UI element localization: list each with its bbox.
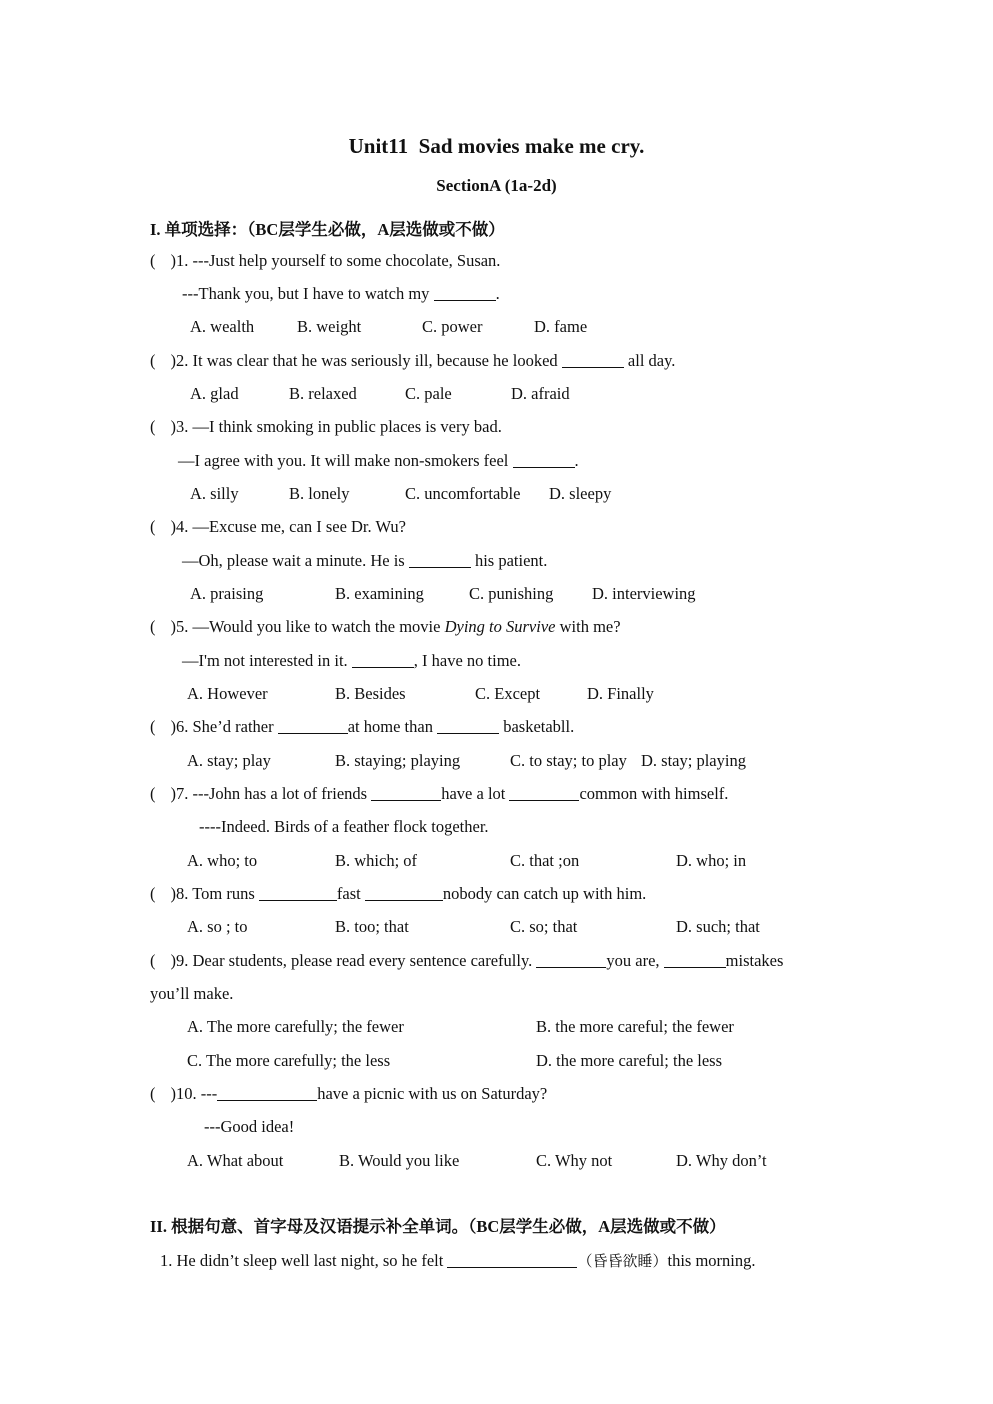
answer-blank [437, 718, 499, 734]
stem-text: , I have no time. [413, 651, 521, 670]
page-title: Unit11 Sad movies make me cry. [348, 134, 645, 158]
option-d: D. the more careful; the less [536, 1051, 723, 1070]
stem-text: . [574, 451, 579, 470]
option-a: A. What about [187, 1151, 284, 1170]
question-4-line-2 [182, 551, 547, 571]
question-number: )10. [170, 1084, 201, 1103]
answer-blank [562, 352, 624, 368]
option-b: B. weight [297, 317, 362, 336]
stem-text: nobody can catch up with him. [442, 884, 647, 903]
option-a: A. However [187, 684, 268, 703]
question-number: )1. [170, 251, 193, 270]
answer-blank [365, 885, 443, 901]
question-7-line-2: ----Indeed. Birds of a feather flock together. [199, 817, 489, 836]
option-a: A. stay; play [187, 751, 271, 770]
option-d: D. stay; playing [641, 751, 746, 770]
question-6: ( )6. She’d rather at home than basketabll. [150, 717, 575, 736]
option-c: C. pale [405, 384, 452, 403]
fill-in-question-1 [160, 1251, 756, 1271]
answer-blank [352, 652, 414, 668]
option-b: B. staying; playing [335, 751, 461, 770]
question-number: )7. [170, 784, 193, 803]
stem-text: ---John has a lot of friends [192, 784, 372, 803]
question-number: )3. [170, 417, 193, 436]
option-b: B. lonely [289, 484, 350, 503]
stem-text: It was clear that he was seriously ill, because he looked [192, 351, 562, 370]
option-b: B. Would you like [339, 1151, 460, 1170]
stem-text: fast [336, 884, 365, 903]
option-d: D. interviewing [592, 584, 696, 603]
question-10-line-2: ---Good idea! [204, 1117, 295, 1136]
chinese-hint: （昏昏欲睡） [577, 1252, 668, 1270]
answer-blank [371, 785, 441, 801]
option-d: D. Why don’t [676, 1151, 767, 1170]
stem-text: —Would you like to watch the movie [192, 617, 445, 636]
option-d: D. Finally [587, 684, 654, 703]
stem-text: . [495, 284, 500, 303]
section-1-heading: I. 单项选择：（BC层学生必做，A层选做或不做） [150, 220, 505, 239]
option-c: C. that ;on [510, 851, 580, 870]
answer-blank [278, 718, 348, 734]
stem-text: at home than [347, 717, 438, 736]
option-c: C. Except [475, 684, 541, 703]
question-5: ( )5. —Would you like to watch the movie Dying to Survive with me? [150, 617, 621, 636]
option-b: B. examining [335, 584, 424, 603]
question-8: ( )8. Tom runs fast nobody can catch up with him. [150, 884, 647, 903]
stem-text: 1. He didn’t sleep well last night, so he felt [160, 1251, 448, 1270]
stem-text: --- [200, 1084, 218, 1103]
option-a: A. wealth [190, 317, 255, 336]
option-a: A. silly [190, 484, 239, 503]
option-b: B. relaxed [289, 384, 357, 403]
option-a: A. The more carefully; the fewer [187, 1017, 404, 1036]
movie-title: Dying to Survive [444, 617, 556, 636]
option-d: D. such; that [676, 917, 760, 936]
question-number: )8. [170, 884, 193, 903]
question-3: ( )3. —I think smoking in public places is very bad. [150, 417, 502, 436]
option-d: D. afraid [511, 384, 570, 403]
question-number: )6. [170, 717, 193, 736]
page-subtitle: SectionA (1a-2d) [436, 176, 557, 195]
option-b: B. the more careful; the fewer [536, 1017, 734, 1036]
option-a: A. who; to [187, 851, 258, 870]
option-b: B. too; that [335, 917, 409, 936]
option-a: A. glad [190, 384, 239, 403]
option-a: A. so ; to [187, 917, 248, 936]
option-d: D. fame [534, 317, 588, 336]
option-c: C. power [422, 317, 483, 336]
question-2: ( )2. It was clear that he was seriously ill, because he looked all day. [150, 351, 676, 370]
question-stem: —Excuse me, can I see Dr. Wu? [192, 517, 406, 536]
answer-blank [447, 1252, 577, 1268]
stem-text: She’d rather [192, 717, 278, 736]
stem-text: have a lot [441, 784, 510, 803]
answer-blank [536, 952, 606, 968]
answer-blank [217, 1085, 317, 1101]
option-b: B. Besides [335, 684, 406, 703]
option-c: C. so; that [510, 917, 578, 936]
answer-blank [509, 785, 579, 801]
question-9: ( )9. Dear students, please read every sentence carefully. you are, mistakes [150, 951, 784, 970]
stem-text: this morning. [667, 1251, 756, 1270]
stem-text: Dear students, please read every sentence carefully. [192, 951, 537, 970]
question-1-line-2 [182, 284, 500, 304]
answer-blank [434, 285, 496, 301]
question-number: )2. [170, 351, 193, 370]
option-c: C. uncomfortable [405, 484, 521, 503]
question-number: )4. [170, 517, 193, 536]
question-7: ( )7. ---John has a lot of friends have a lot common with himself. [150, 784, 729, 803]
stem-text: with me? [555, 617, 621, 636]
option-c: C. The more carefully; the less [187, 1051, 391, 1070]
question-3-line-2 [178, 451, 579, 471]
question-number: )5. [170, 617, 193, 636]
answer-blank [664, 952, 726, 968]
question-10: ( )10. --- have a picnic with us on Saturday? [150, 1084, 548, 1103]
stem-text: —I'm not interested in it. [182, 651, 352, 670]
option-b: B. which; of [335, 851, 418, 870]
option-a: A. praising [190, 584, 264, 603]
stem-text: ---Thank you, but I have to watch my [182, 284, 434, 303]
answer-blank [513, 452, 575, 468]
question-4: ( )4. —Excuse me, can I see Dr. Wu? [150, 517, 406, 536]
answer-blank [259, 885, 337, 901]
question-9-line-2: you’ll make. [150, 984, 234, 1003]
stem-text: all day. [623, 351, 676, 370]
stem-text: —Oh, please wait a minute. He is [182, 551, 409, 570]
stem-text: basketabll. [499, 717, 575, 736]
option-c: C. Why not [536, 1151, 613, 1170]
question-stem: —I think smoking in public places is very bad. [192, 417, 502, 436]
question-number: )9. [170, 951, 193, 970]
option-c: C. to stay; to play [510, 751, 627, 770]
stem-text: Tom runs [192, 884, 259, 903]
stem-text: his patient. [470, 551, 548, 570]
stem-text: mistakes [725, 951, 784, 970]
question-1: ( )1. ---Just help yourself to some chocolate, Susan. [150, 251, 501, 270]
option-c: C. punishing [469, 584, 554, 603]
question-stem: ---Just help yourself to some chocolate, Susan. [192, 251, 501, 270]
stem-text: you are, [606, 951, 664, 970]
stem-text: have a picnic with us on Saturday? [317, 1084, 548, 1103]
option-d: D. sleepy [549, 484, 612, 503]
stem-text: —I agree with you. It will make non-smokers feel [178, 451, 513, 470]
question-5-line-2 [182, 651, 521, 671]
stem-text: common with himself. [579, 784, 729, 803]
answer-blank [409, 552, 471, 568]
option-d: D. who; in [676, 851, 747, 870]
section-2-heading: II. 根据句意、首字母及汉语提示补全单词。（BC层学生必做，A层选做或不做） [150, 1217, 726, 1236]
